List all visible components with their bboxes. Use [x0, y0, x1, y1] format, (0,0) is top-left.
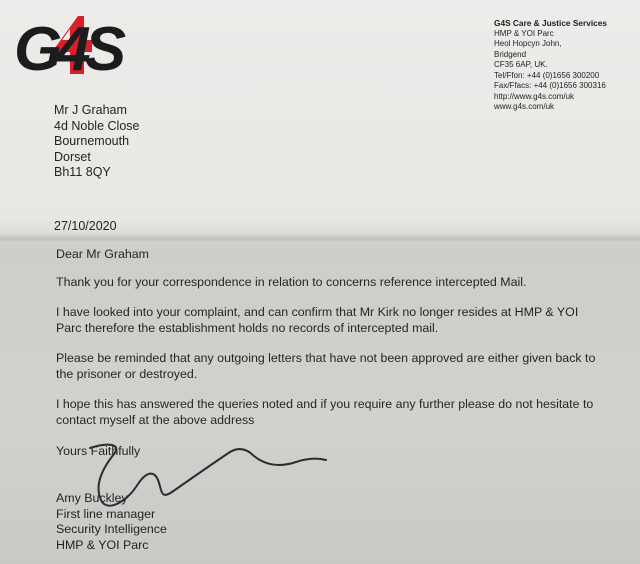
letter-date: 27/10/2020: [54, 219, 117, 233]
body-paragraph: I have looked into your complaint, and can confirm that Mr Kirk no longer resides at HMP & YOI Parc therefore the establishment holds no records of intercepted mail.: [56, 305, 579, 335]
signer-department: Security Intelligence: [56, 522, 167, 536]
sender-line: HMP & YOI Parc: [494, 28, 554, 38]
body-paragraph: I hope this has answered the queries noted and if you require any further please do not hesitate to contact myself at the above address: [56, 397, 594, 427]
sender-address: [494, 18, 640, 113]
recipient-line: Dorset: [54, 149, 91, 164]
sender-line: Bridgend: [494, 49, 527, 59]
sender-line: Heol Hopcyn John,: [494, 39, 562, 48]
sender-line: Tel/Ffon: +44 (0)1656 300200: [494, 70, 600, 80]
body-paragraph: Thank you for your correspondence in relation to concerns reference intercepted Mail.: [56, 274, 527, 289]
closing: Yours Faithfully: [56, 444, 141, 458]
sender-company: G4S Care & Justice Services: [494, 18, 607, 28]
g4s-logo: [12, 12, 128, 78]
sender-line: Fax/Ffacs: +44 (0)1656 300316: [494, 81, 606, 90]
letter-body: [56, 247, 596, 443]
recipient-line: Bh11 8QY: [54, 165, 111, 179]
signer-block: [56, 491, 167, 553]
paper-fold: [0, 233, 640, 243]
signer-title: First line manager: [56, 506, 156, 521]
signer-name: Amy Buckley: [56, 491, 128, 505]
sender-line: http://www.g4s.com/uk: [494, 91, 575, 101]
body-paragraph: Please be reminded that any outgoing letters that have not been approved are either given back to the prisoner or destroyed.: [56, 351, 596, 381]
recipient-line: 4d Noble Close: [54, 118, 140, 133]
salutation: Dear Mr Graham: [56, 247, 149, 261]
recipient-line: Mr J Graham: [54, 103, 127, 117]
recipient-line: Bournemouth: [54, 134, 130, 148]
sender-line: CF35 6AP, UK.: [494, 60, 548, 69]
recipient-address: [54, 103, 139, 181]
signer-establishment: HMP & YOI Parc: [56, 537, 149, 552]
logo-text: G4S: [14, 15, 121, 78]
sender-line: www.g4s.com/uk: [494, 102, 555, 111]
